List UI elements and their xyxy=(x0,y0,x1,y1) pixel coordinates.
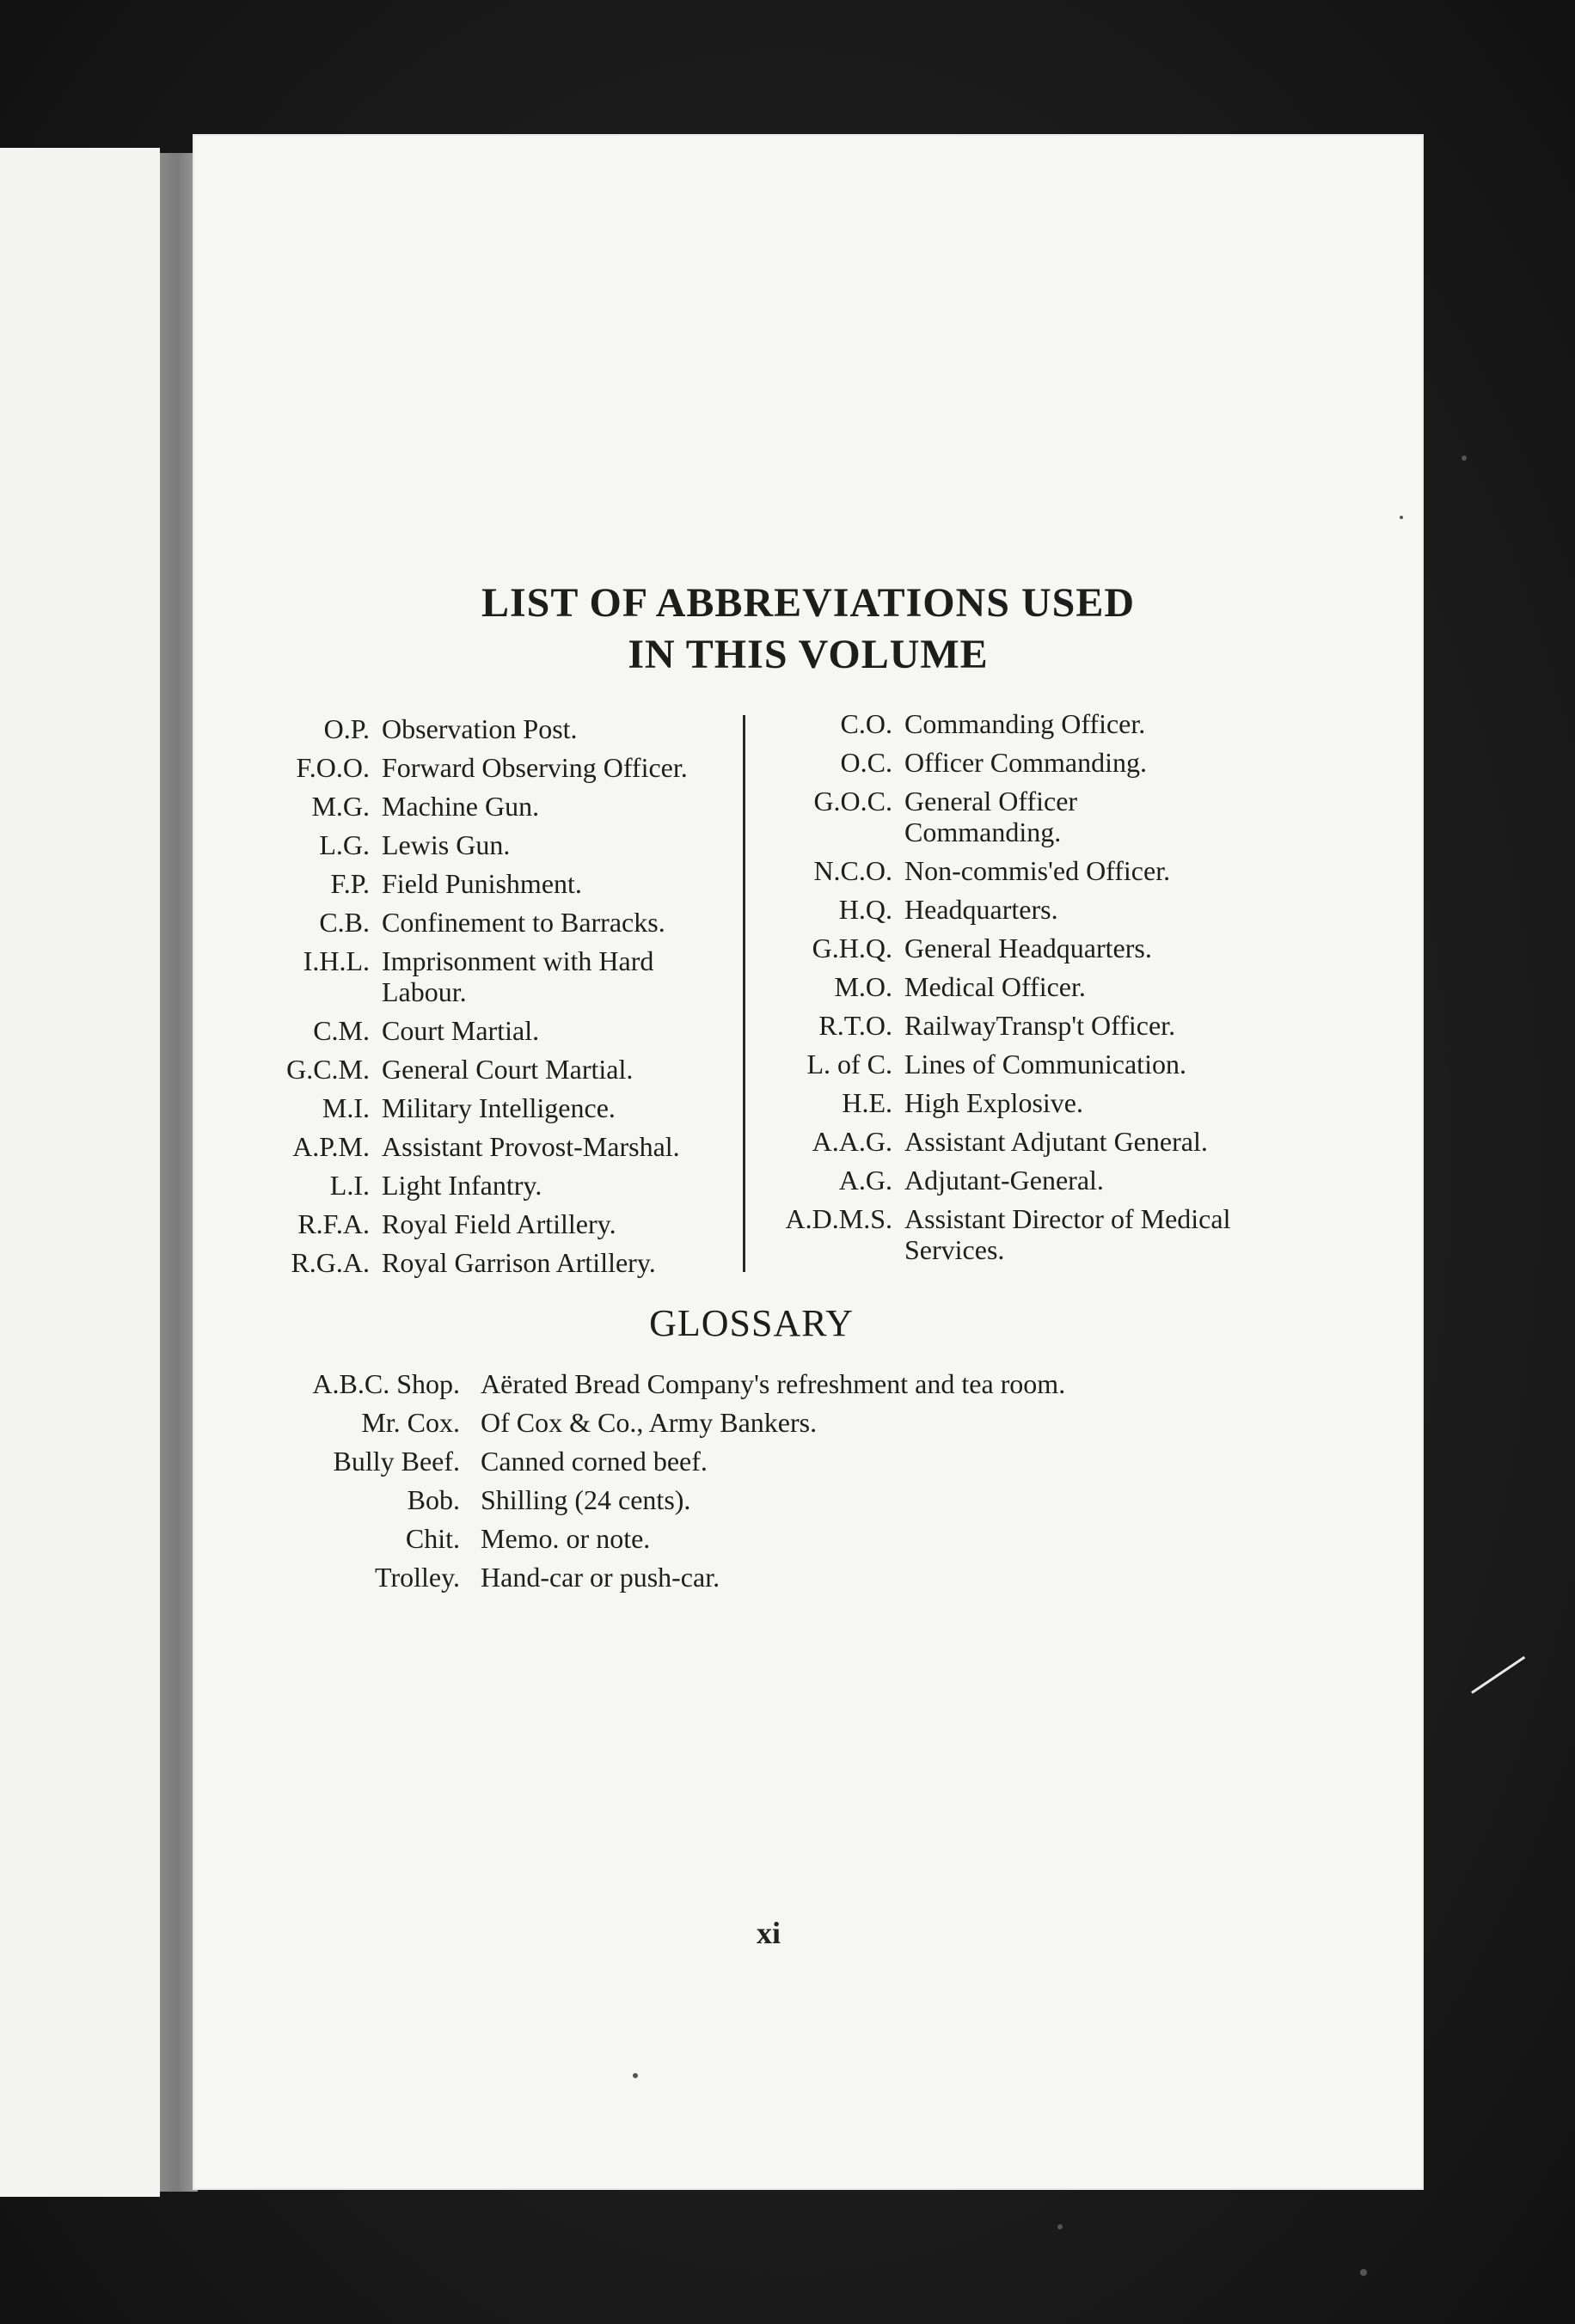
abbreviation: C.M. xyxy=(313,1015,370,1046)
abbreviation-definition: Royal Field Artillery. xyxy=(382,1208,616,1239)
glossary-entry xyxy=(275,1446,1307,1477)
abbreviation: A.G. xyxy=(838,1165,892,1196)
dust-speck xyxy=(1462,456,1467,461)
abbreviation-definition: Imprisonment with Hard Labour. xyxy=(382,945,654,1007)
dust-speck xyxy=(633,2073,638,2078)
abbreviation: F.P. xyxy=(330,868,370,899)
abbreviation-definition: Observation Post. xyxy=(382,713,578,744)
abbreviation-entry xyxy=(757,786,1234,847)
abbreviation-entry xyxy=(249,752,739,783)
abbreviation: G.O.C. xyxy=(813,786,892,816)
abbreviation-entry xyxy=(757,1203,1234,1265)
abbreviation-entry xyxy=(249,1208,739,1239)
abbreviation: C.O. xyxy=(840,708,892,739)
abbreviation-definition: Machine Gun. xyxy=(382,791,540,822)
abbreviation-entry xyxy=(249,1015,739,1046)
abbreviation-definition: Lewis Gun. xyxy=(382,829,511,860)
abbreviation: L.G. xyxy=(319,829,370,860)
abbreviation: O.C. xyxy=(840,747,892,778)
abbreviation: R.F.A. xyxy=(297,1208,370,1239)
abbreviation: R.G.A. xyxy=(291,1247,370,1278)
abbreviation-definition: General Officer Commanding. xyxy=(904,786,1078,847)
facing-page-edge xyxy=(0,148,160,2197)
abbreviation: A.A.G. xyxy=(812,1126,892,1157)
title-line-1: LIST OF ABBREVIATIONS USED xyxy=(481,580,1135,626)
abbreviation-entry xyxy=(249,945,739,1007)
abbreviation: O.P. xyxy=(323,713,370,744)
glossary-entry xyxy=(275,1407,1307,1438)
abbreviation-entry xyxy=(249,868,739,899)
abbreviation: G.H.Q. xyxy=(812,933,892,963)
abbreviation-definition: Light Infantry. xyxy=(382,1170,542,1201)
abbreviation: F.O.O. xyxy=(296,752,370,783)
abbreviation: G.C.M. xyxy=(286,1054,370,1085)
abbreviation-definition: Assistant Director of Medical Services. xyxy=(904,1203,1231,1265)
glossary-term: Bully Beef. xyxy=(333,1446,460,1477)
dust-speck xyxy=(1400,516,1403,519)
abbreviation-entry xyxy=(757,1010,1234,1041)
abbreviation-entry xyxy=(249,1092,739,1123)
dust-speck xyxy=(1057,2224,1063,2229)
glossary-heading: GLOSSARY xyxy=(649,1302,854,1344)
abbreviation-entry xyxy=(757,855,1234,886)
glossary-term: Trolley. xyxy=(375,1562,460,1593)
abbreviation-definition: Officer Commanding. xyxy=(904,747,1148,778)
abbreviation-entry xyxy=(249,1131,739,1162)
abbreviation-entry xyxy=(757,1087,1234,1118)
glossary-entry xyxy=(275,1368,1307,1399)
abbreviation: H.E. xyxy=(842,1087,892,1118)
abbreviation-entry xyxy=(757,708,1234,739)
glossary-definition: Shilling (24 cents). xyxy=(481,1484,691,1515)
glossary-entry xyxy=(275,1523,1307,1554)
abbreviation: H.Q. xyxy=(838,894,892,925)
abbreviation-entry xyxy=(249,907,739,938)
abbreviation: M.O. xyxy=(834,971,892,1002)
abbreviation-definition: General Court Martial. xyxy=(382,1054,634,1085)
glossary-term: Mr. Cox. xyxy=(361,1407,460,1438)
abbreviation-entry xyxy=(757,1165,1234,1196)
abbreviation-entry xyxy=(757,933,1234,963)
abbreviation-entry xyxy=(249,1054,739,1085)
abbreviation-definition: Lines of Communication. xyxy=(904,1049,1186,1079)
abbreviation-entry xyxy=(249,1247,739,1278)
abbreviations-left-column xyxy=(249,713,739,1286)
glossary-definition: Aërated Bread Company's refreshment and tea room. xyxy=(481,1368,1066,1399)
abbreviation: A.P.M. xyxy=(292,1131,370,1162)
glossary-term: A.B.C. Shop. xyxy=(312,1368,460,1399)
title-line-2: IN THIS VOLUME xyxy=(628,632,989,677)
dust-speck xyxy=(1360,2269,1367,2276)
abbreviation-entry xyxy=(249,713,739,744)
abbreviation-definition: Adjutant-General. xyxy=(904,1165,1104,1196)
abbreviation-definition: Military Intelligence. xyxy=(382,1092,616,1123)
abbreviation-definition: Assistant Provost-Marshal. xyxy=(382,1131,680,1162)
abbreviation-definition: Commanding Officer. xyxy=(904,708,1146,739)
abbreviation-definition: Non-commis'ed Officer. xyxy=(904,855,1171,886)
abbreviation-entry xyxy=(757,971,1234,1002)
abbreviation-definition: Medical Officer. xyxy=(904,971,1086,1002)
abbreviation-definition: Assistant Adjutant General. xyxy=(904,1126,1208,1157)
glossary-entry xyxy=(275,1562,1307,1593)
abbreviation-definition: Confinement to Barracks. xyxy=(382,907,665,938)
abbreviation: M.G. xyxy=(311,791,370,822)
page-title xyxy=(193,578,1424,681)
abbreviation-entry xyxy=(249,829,739,860)
abbreviation-definition: Field Punishment. xyxy=(382,868,582,899)
abbreviation-definition: Forward Observing Officer. xyxy=(382,752,688,783)
abbreviation-definition: Royal Garrison Artillery. xyxy=(382,1247,656,1278)
abbreviation-definition: RailwayTransp't Officer. xyxy=(904,1010,1176,1041)
abbreviation: A.D.M.S. xyxy=(785,1203,892,1234)
column-divider xyxy=(743,715,745,1272)
glossary-term: Chit. xyxy=(405,1523,460,1554)
abbreviation-definition: High Explosive. xyxy=(904,1087,1083,1118)
abbreviation: C.B. xyxy=(319,907,370,938)
abbreviation: N.C.O. xyxy=(813,855,892,886)
abbreviation-entry xyxy=(249,1170,739,1201)
abbreviation-definition: General Headquarters. xyxy=(904,933,1152,963)
abbreviation-entry xyxy=(757,747,1234,778)
abbreviation-entry xyxy=(757,1049,1234,1079)
abbreviations-right-column xyxy=(757,708,1234,1273)
glossary-term: Bob. xyxy=(407,1484,460,1515)
abbreviation-definition: Court Martial. xyxy=(382,1015,540,1046)
abbreviation: L.I. xyxy=(329,1170,370,1201)
glossary-definition: Of Cox & Co., Army Bankers. xyxy=(481,1407,818,1438)
abbreviation-entry xyxy=(757,894,1234,925)
glossary-definition: Memo. or note. xyxy=(481,1523,651,1554)
abbreviation: M.I. xyxy=(322,1092,370,1123)
glossary-definition: Hand-car or push-car. xyxy=(481,1562,720,1593)
abbreviation: L. of C. xyxy=(806,1049,892,1079)
abbreviation-entry xyxy=(249,791,739,822)
abbreviation-entry xyxy=(757,1126,1234,1157)
glossary-definition: Canned corned beef. xyxy=(481,1446,708,1477)
glossary-entry xyxy=(275,1484,1307,1515)
abbreviation: I.H.L. xyxy=(303,945,370,976)
abbreviation-definition: Headquarters. xyxy=(904,894,1058,925)
glossary-list xyxy=(275,1368,1307,1600)
page-number: xi xyxy=(756,1916,781,1950)
abbreviation: R.T.O. xyxy=(818,1010,892,1041)
